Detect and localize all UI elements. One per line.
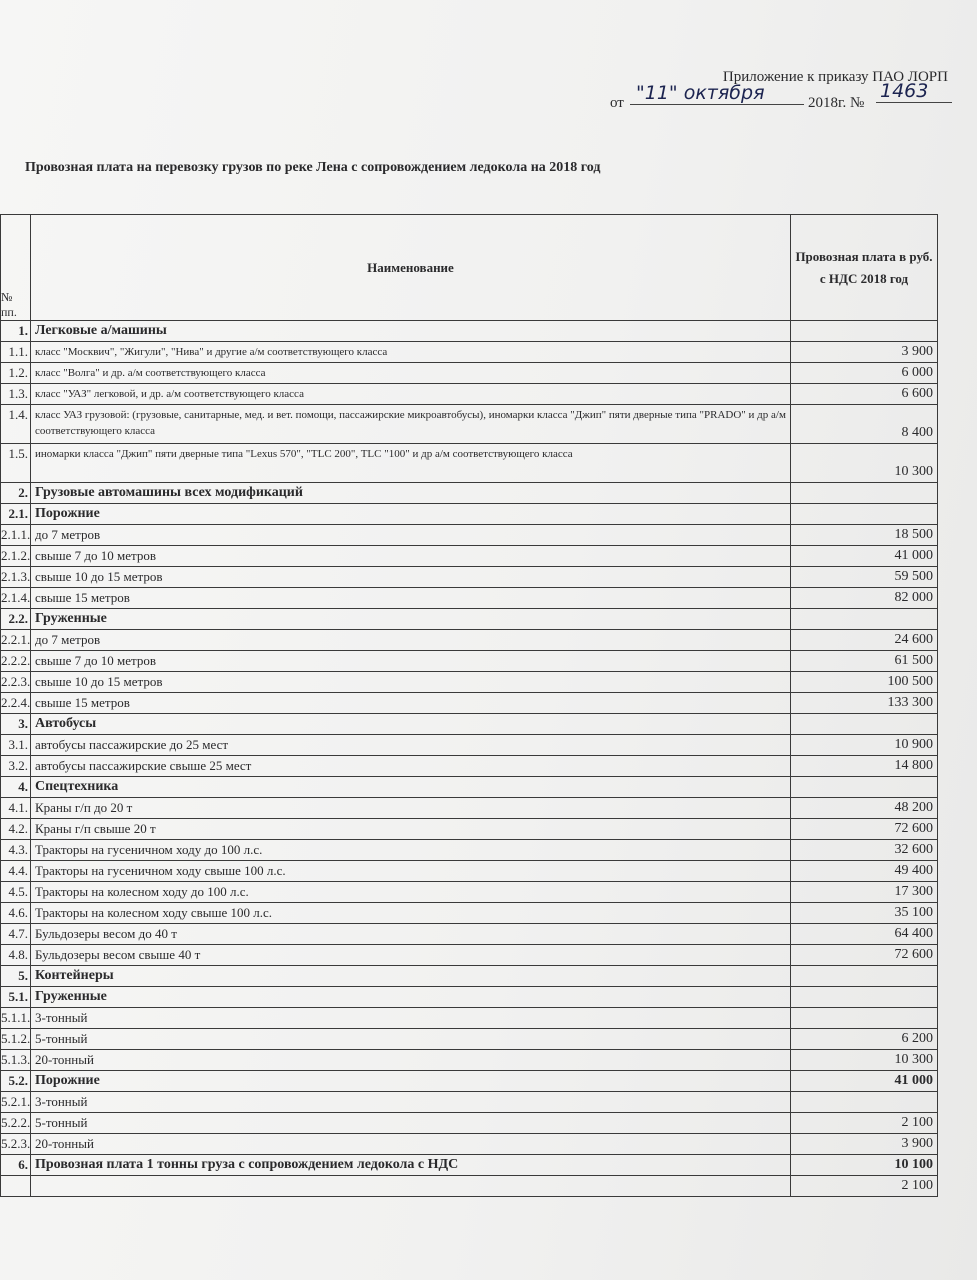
row-price: 48 200 <box>791 798 938 819</box>
row-price: 2 100 <box>791 1113 938 1134</box>
row-number: 4.3. <box>1 840 31 861</box>
row-name: 20-тонный <box>31 1050 791 1071</box>
row-name: свыше 15 метров <box>31 588 791 609</box>
row-name: свыше 10 до 15 метров <box>31 672 791 693</box>
row-price: 10 300 <box>791 1050 938 1071</box>
row-price: 35 100 <box>791 903 938 924</box>
row-name: свыше 7 до 10 метров <box>31 546 791 567</box>
row-name: свыше 7 до 10 метров <box>31 651 791 672</box>
row-price: 24 600 <box>791 630 938 651</box>
row-number: 6. <box>1 1155 31 1176</box>
table-row <box>1 1092 938 1113</box>
row-name: иномарки класса "Джип" пяти дверные типа "Lexus 570", "TLC 200", TLC "100" и др а/м соответствующего класса <box>31 444 791 483</box>
row-price: 3 900 <box>791 1134 938 1155</box>
row-number: 5.1. <box>1 987 31 1008</box>
row-number: 5.1.2. <box>1 1029 31 1050</box>
row-price: 6 000 <box>791 363 938 384</box>
row-price: 64 400 <box>791 924 938 945</box>
row-price <box>791 1008 938 1029</box>
row-price: 17 300 <box>791 882 938 903</box>
row-name: Груженные <box>31 609 791 630</box>
annex-year: 2018г. № <box>808 95 865 111</box>
row-name: Тракторы на гусеничном ходу до 100 л.с. <box>31 840 791 861</box>
row-number: 1.1. <box>1 342 31 363</box>
table-row <box>1 444 938 483</box>
table-row <box>1 405 938 444</box>
row-number: 4.1. <box>1 798 31 819</box>
row-price <box>791 321 938 342</box>
row-name: Порожние <box>31 1071 791 1092</box>
row-price: 2 100 <box>791 1176 938 1197</box>
row-number: 2.2.2. <box>1 651 31 672</box>
row-price: 100 500 <box>791 672 938 693</box>
row-number: 1.5. <box>1 444 31 483</box>
table-row <box>1 756 938 777</box>
row-name: свыше 10 до 15 метров <box>31 567 791 588</box>
row-price: 10 300 <box>791 444 938 483</box>
table-body <box>1 321 938 1197</box>
row-number: 1.2. <box>1 363 31 384</box>
row-name: Груженные <box>31 987 791 1008</box>
tariff-table-wrap <box>0 214 937 1197</box>
row-price <box>791 987 938 1008</box>
header-num: № пп. <box>1 215 31 321</box>
row-number: 4. <box>1 777 31 798</box>
row-name: до 7 метров <box>31 525 791 546</box>
row-price: 32 600 <box>791 840 938 861</box>
row-name: Тракторы на колесном ходу до 100 л.с. <box>31 882 791 903</box>
row-name: класс УАЗ грузовой: (грузовые, санитарные, мед. и вет. помощи, пассажирские микроавтобусы), иномарки класса "Джип" пяти дверные типа "PRADO" и др а/м соответствующего класса <box>31 405 791 444</box>
row-number: 4.2. <box>1 819 31 840</box>
row-price <box>791 609 938 630</box>
table-row <box>1 363 938 384</box>
row-price: 72 600 <box>791 819 938 840</box>
row-name: свыше 15 метров <box>31 693 791 714</box>
table-row <box>1 321 938 342</box>
row-price <box>791 1092 938 1113</box>
row-price <box>791 966 938 987</box>
row-number: 2.2. <box>1 609 31 630</box>
table-row <box>1 693 938 714</box>
row-name: Легковые а/машины <box>31 321 791 342</box>
row-number: 4.8. <box>1 945 31 966</box>
row-name: класс "Волга" и др. а/м соответствующего класса <box>31 363 791 384</box>
table-row <box>1 384 938 405</box>
table-row <box>1 714 938 735</box>
row-name: Провозная плата 1 тонны груза с сопровождением ледокола с НДС <box>31 1155 791 1176</box>
annex-block <box>600 66 960 114</box>
row-number: 1. <box>1 321 31 342</box>
row-number: 5.2.2. <box>1 1113 31 1134</box>
table-header-row <box>1 215 938 321</box>
table-row <box>1 840 938 861</box>
row-number: 3.1. <box>1 735 31 756</box>
table-row <box>1 546 938 567</box>
row-name: Бульдозеры весом свыше 40 т <box>31 945 791 966</box>
table-row <box>1 504 938 525</box>
annex-ot: от <box>610 95 624 111</box>
row-number: 5. <box>1 966 31 987</box>
row-number: 3.2. <box>1 756 31 777</box>
table-row <box>1 483 938 504</box>
table-row <box>1 1134 938 1155</box>
row-price: 14 800 <box>791 756 938 777</box>
table-row <box>1 735 938 756</box>
table-row <box>1 882 938 903</box>
table-row <box>1 945 938 966</box>
table-row <box>1 1071 938 1092</box>
header-price: Провозная плата в руб. с НДС 2018 год <box>791 215 938 321</box>
row-name <box>31 1176 791 1197</box>
row-name: Спецтехника <box>31 777 791 798</box>
row-name: автобусы пассажирские свыше 25 мест <box>31 756 791 777</box>
table-row <box>1 903 938 924</box>
row-name: Порожние <box>31 504 791 525</box>
row-price: 82 000 <box>791 588 938 609</box>
row-number: 2.2.4. <box>1 693 31 714</box>
table-row <box>1 651 938 672</box>
table-row <box>1 1050 938 1071</box>
table-row <box>1 1176 938 1197</box>
row-name: 5-тонный <box>31 1029 791 1050</box>
row-price: 72 600 <box>791 945 938 966</box>
row-number: 2.1. <box>1 504 31 525</box>
row-price: 3 900 <box>791 342 938 363</box>
row-price: 41 000 <box>791 546 938 567</box>
table-row <box>1 1113 938 1134</box>
row-name: Краны г/п свыше 20 т <box>31 819 791 840</box>
row-number: 3. <box>1 714 31 735</box>
table-row <box>1 672 938 693</box>
row-name: Краны г/п до 20 т <box>31 798 791 819</box>
row-name: Грузовые автомашины всех модификаций <box>31 483 791 504</box>
header-name: Наименование <box>31 215 791 321</box>
row-name: до 7 метров <box>31 630 791 651</box>
row-number: 2.1.2. <box>1 546 31 567</box>
tariff-table <box>0 214 938 1197</box>
row-number: 2.2.1. <box>1 630 31 651</box>
row-price: 133 300 <box>791 693 938 714</box>
row-price: 10 900 <box>791 735 938 756</box>
row-number: 2.1.1. <box>1 525 31 546</box>
row-number: 5.1.3. <box>1 1050 31 1071</box>
table-row <box>1 861 938 882</box>
row-number: 4.4. <box>1 861 31 882</box>
row-name: Автобусы <box>31 714 791 735</box>
row-number: 4.7. <box>1 924 31 945</box>
annex-date-handwritten: "11" октября <box>630 82 804 105</box>
table-row <box>1 567 938 588</box>
row-number: 5.2. <box>1 1071 31 1092</box>
row-price: 6 200 <box>791 1029 938 1050</box>
row-number: 5.2.3. <box>1 1134 31 1155</box>
table-row <box>1 819 938 840</box>
row-name: 5-тонный <box>31 1113 791 1134</box>
row-price: 10 100 <box>791 1155 938 1176</box>
table-row <box>1 798 938 819</box>
row-price: 61 500 <box>791 651 938 672</box>
row-price: 59 500 <box>791 567 938 588</box>
row-number <box>1 1176 31 1197</box>
table-row <box>1 777 938 798</box>
row-price: 41 000 <box>791 1071 938 1092</box>
row-number: 1.3. <box>1 384 31 405</box>
row-number: 2.1.4. <box>1 588 31 609</box>
row-number: 5.2.1. <box>1 1092 31 1113</box>
table-row <box>1 924 938 945</box>
table-row <box>1 630 938 651</box>
row-name: автобусы пассажирские до 25 мест <box>31 735 791 756</box>
row-number: 4.6. <box>1 903 31 924</box>
annex-line: Приложение к приказу ПАО ЛОРП <box>722 69 948 85</box>
table-row <box>1 342 938 363</box>
table-row <box>1 1008 938 1029</box>
row-price <box>791 483 938 504</box>
annex-date-line <box>600 80 960 114</box>
row-name: Тракторы на гусеничном ходу свыше 100 л.с. <box>31 861 791 882</box>
row-price <box>791 777 938 798</box>
row-number: 2.2.3. <box>1 672 31 693</box>
row-number: 2. <box>1 483 31 504</box>
table-row <box>1 1155 938 1176</box>
document-title: Провозная плата на перевозку грузов по реке Лена с сопровождением ледокола на 2018 год <box>25 160 601 175</box>
row-number: 5.1.1. <box>1 1008 31 1029</box>
row-name: Контейнеры <box>31 966 791 987</box>
row-name: Бульдозеры весом до 40 т <box>31 924 791 945</box>
row-number: 1.4. <box>1 405 31 444</box>
row-price: 6 600 <box>791 384 938 405</box>
row-name: класс "Москвич", "Жигули", "Нива" и другие а/м соответствующего класса <box>31 342 791 363</box>
row-price: 18 500 <box>791 525 938 546</box>
row-price: 49 400 <box>791 861 938 882</box>
row-number: 2.1.3. <box>1 567 31 588</box>
row-name: Тракторы на колесном ходу свыше 100 л.с. <box>31 903 791 924</box>
annex-number-handwritten: 1463 <box>876 80 952 103</box>
row-name: 3-тонный <box>31 1092 791 1113</box>
row-name: 20-тонный <box>31 1134 791 1155</box>
table-row <box>1 1029 938 1050</box>
table-row <box>1 525 938 546</box>
row-name: класс "УАЗ" легковой, и др. а/м соответствующего класса <box>31 384 791 405</box>
table-row <box>1 588 938 609</box>
table-row <box>1 966 938 987</box>
row-price <box>791 504 938 525</box>
row-price: 8 400 <box>791 405 938 444</box>
table-row <box>1 609 938 630</box>
row-price <box>791 714 938 735</box>
row-name: 3-тонный <box>31 1008 791 1029</box>
table-row <box>1 987 938 1008</box>
row-number: 4.5. <box>1 882 31 903</box>
